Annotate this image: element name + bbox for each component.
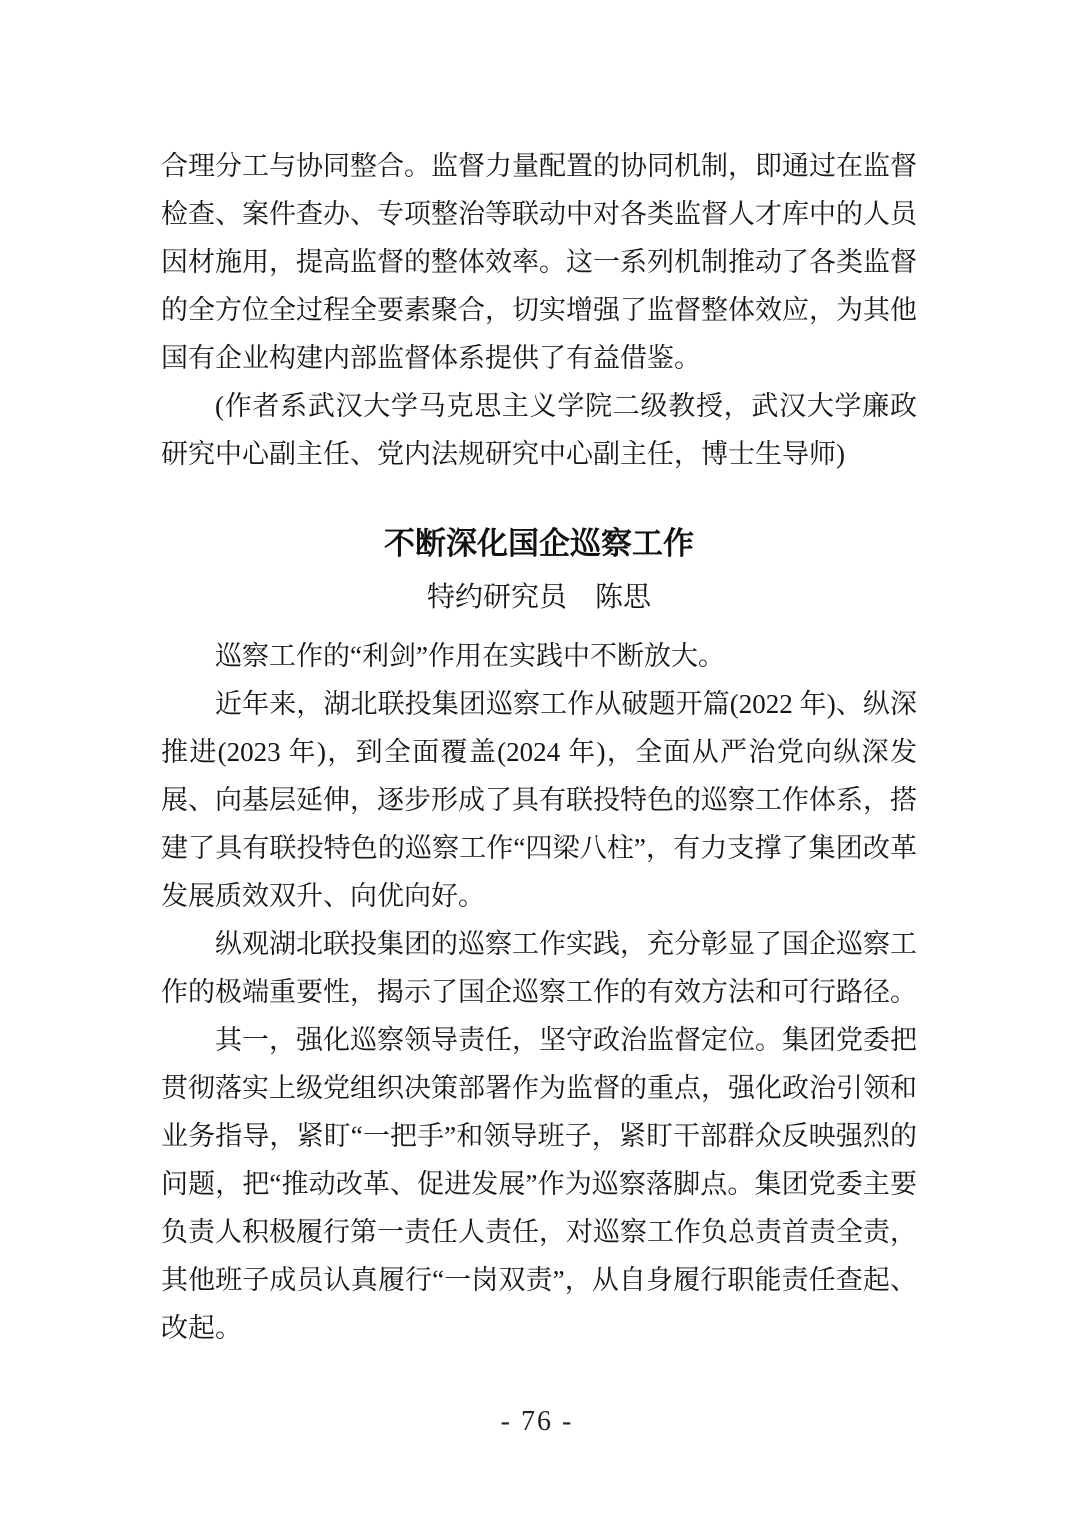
article-paragraph-4: 其一，强化巡察领导责任，坚守政治监督定位。集团党委把贯彻落实上级党组织决策部署作为监督的重点，强化政治引领和业务指导，紧盯“一把手”和领导班子，紧盯干部群众反映强烈的问题，把“推动改革、促进发展”作为巡察落脚点。集团党委主要负责人积极履行第一责任人责任，对巡察工作负总责首责全责，其他班子成员认真履行“一岗双责”，从自身履行职能责任查起、改起。 [161,1025,917,1343]
continuation-paragraph: 合理分工与协同整合。监督力量配置的协同机制，即通过在监督检查、案件查办、专项整治等联动中对各类监督人才库中的人员因材施用，提高监督的整体效率。这一系列机制推动了各类监督的全方位全过程全要素聚合，切实增强了监督整体效应，为其他国有企业构建内部监督体系提供了有益借鉴。 [161,151,917,373]
page-content [161,142,917,1352]
article-paragraph-3: 纵观湖北联投集团的巡察工作实践，充分彰显了国企巡察工作的极端重要性，揭示了国企巡察工作的有效方法和可行路径。 [161,929,917,1007]
page-number: - 76 - [500,1406,574,1437]
article-byline: 特约研究员 陈思 [426,582,651,613]
author-note: (作者系武汉大学马克思主义学院二级教授，武汉大学廉政研究中心副主任、党内法规研究中心副主任，博士生导师) [161,391,917,469]
article-paragraph-2: 近年来，湖北联投集团巡察工作从破题开篇(2022 年)、纵深推进(2023 年)，到全面覆盖(2024 年)，全面从严治党向纵深发展、向基层延伸，逐步形成了具有联投特色的巡察工作体系，搭建了具有联投特色的巡察工作“四梁八柱”，有力支撑了集团改革发展质效双升、向优向好。 [161,689,917,911]
article-paragraph-1: 巡察工作的“利剑”作用在实践中不断放大。 [215,641,725,671]
article-title: 不断深化国企巡察工作 [384,526,694,561]
